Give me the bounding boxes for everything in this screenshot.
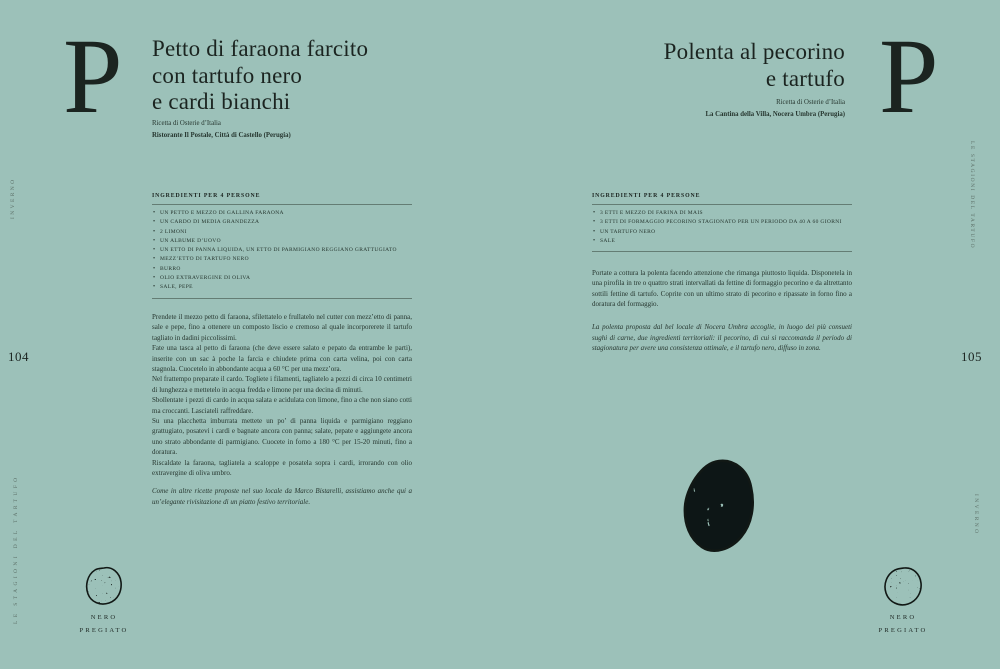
title-line: Petto di faraona farcito: [152, 36, 369, 61]
title-line: con tartufo nero: [152, 62, 303, 88]
credit-source: Ricetta di Osterie d’Italia: [152, 120, 221, 127]
ingredient-item: • UN ETTO DI PANNA LIQUIDA, UN ETTO DI PARMIGIANO REGGIANO GRATTUGIATO: [152, 246, 412, 255]
truffle-badge-right: [843, 566, 963, 637]
ingredients-list: [592, 209, 852, 246]
margin-label-series-right: LE STAGIONI DEL TARTUFO: [969, 141, 975, 250]
title-line: e tartufo: [765, 65, 845, 91]
black-truffle-icon: [84, 566, 124, 606]
method-paragraph: Sbollentate i pezzi di cardo in acqua salata e acidulata con limone, fino a che non siano cotti ma croccanti. Lasciateli raffreddare.: [152, 396, 412, 415]
ingredients-divider-top: [592, 204, 852, 205]
editor-note-left: Come in altre ricette proposte nel suo locale da Marco Bistarelli, assistiamo anche qui a un’elegante rivisitazione di un piatto festivo territoriale.: [152, 487, 412, 506]
drop-cap-left: P: [63, 18, 123, 136]
badge-label-line: PREGIATO: [878, 627, 928, 634]
method-paragraph: Portate a cottura la polenta facendo attenzione che rimanga piuttosto liquida. Disponetela in una pirofila in tre o quattro strati intervallati da fettine di formaggio pecorino e da altrettanto sottili fettine di tartufo. Coprite con un ultimo strato di pecorino e ripassate in forno fino a doratura del formaggio.: [592, 269, 852, 309]
ingredients-header: INGREDIENTI PER 4 PERSONE: [152, 193, 261, 199]
ingredients-list: [152, 209, 412, 293]
recipe-method-left: [152, 312, 412, 479]
ingredients-section-right: [592, 193, 852, 252]
margin-label-season-left: INVERNO: [10, 177, 16, 219]
ingredient-item: • MEZZ’ETTO DI TARTUFO NERO: [152, 255, 412, 264]
margin-label-season-right: INVERNO: [973, 494, 979, 536]
recipe-credit-left: [152, 118, 291, 142]
ingredient-item: • BURRO: [152, 265, 412, 274]
black-truffle-icon: [883, 566, 923, 606]
editor-note-right: La polenta proposta dal bel locale di Nocera Umbra accoglie, in luogo dei più consueti sughi di carne, due ingredienti territoriali: il pecorino, di cui si raccomanda il periodo di stagionatura per avere una consistenza ottimale, e il tartufo nero, diffuso in zona.: [592, 323, 852, 353]
ingredient-item: • OLIO EXTRAVERGINE DI OLIVA: [152, 274, 412, 283]
ingredient-item: • SALE: [592, 237, 852, 246]
recipe-method-right: [592, 268, 852, 310]
title-line: Polenta al pecorino: [663, 39, 845, 64]
black-truffle-marbled-icon: [681, 458, 757, 554]
method-paragraph: Fate una tasca al petto di faraona (che deve essere salato e pepato da entrambe le parti), inserite con un sac à poche la farcia e chiudete prima con carta velina, poi con carta stagnola. Cuocetelo in abbondante acqua a 60 °C per una mezz’ora.: [152, 344, 412, 374]
ingredients-divider-bottom: [152, 298, 412, 299]
recipe-title-right: [664, 39, 845, 92]
ingredients-divider-bottom: [592, 251, 852, 252]
ingredient-item: • UN CARDO DI MEDIA GRANDEZZA: [152, 218, 412, 227]
ingredient-item: • UN TARTUFO NERO: [592, 228, 852, 237]
page-number-left: 104: [8, 349, 29, 364]
ingredient-item: • UN PETTO E MEZZO DI GALLINA FARAONA: [152, 209, 412, 218]
margin-label-series-left: LE STAGIONI DEL TARTUFO: [13, 474, 19, 624]
method-paragraph: Nel frattempo preparate il cardo. Togliete i filamenti, tagliatelo a pezzi di circa 10 centimetri di lunghezza e mettetelo in acqua fredda e limone per una decina di minuti.: [152, 375, 412, 394]
method-paragraph: Riscaldate la faraona, tagliatela a scaloppe e posatela sopra i cardi, irrorando con olio extravergine di oliva umbro.: [152, 458, 412, 478]
recipe-title-left: [152, 36, 368, 116]
truffle-badge-left: [44, 566, 164, 637]
ingredients-header: INGREDIENTI PER 4 PERSONE: [592, 193, 701, 199]
title-line: e cardi bianchi: [152, 89, 291, 114]
recipe-credit-right: [705, 97, 845, 121]
ingredients-section-left: [152, 193, 412, 299]
page-number-right: 105: [961, 349, 982, 364]
truffle-cross-section-illustration: [681, 458, 757, 554]
credit-source: Ricetta di Osterie d’Italia: [776, 99, 845, 106]
ingredient-item: • 3 ETTI E MEZZO DI FARINA DI MAIS: [592, 209, 852, 218]
method-paragraph: Prendete il mezzo petto di faraona, sfilettatelo e frullatelo nel cutter con mezz’etto di panna, sale e pepe, fino a ottenere un composto liscio e cremoso al quale incorporerete il tartufo tagliato in dadini piccolissimi.: [152, 313, 412, 342]
drop-cap-right: P: [879, 18, 939, 136]
credit-venue: La Cantina della Villa, Nocera Umbra (Perugia): [705, 111, 845, 118]
badge-label-line: NERO: [889, 614, 917, 621]
ingredient-item: • UN ALBUME D’UOVO: [152, 237, 412, 246]
ingredient-item: • 3 ETTI DI FORMAGGIO PECORINO STAGIONATO PER UN PERIODO DA 40 A 60 GIORNI: [592, 218, 852, 227]
credit-venue: Ristorante Il Postale, Città di Castello (Perugia): [152, 132, 291, 139]
ingredients-divider-top: [152, 204, 412, 205]
truffle-badge-label: [843, 611, 963, 637]
method-paragraph: Su una placchetta imburrata mettete un po’ di panna liquida e parmigiano reggiano grattugiato, posatevi i cardi e bagnate ancora con panna; salate, pepate e aggiungete ancora uno strato abbondante di parmigiano. Cuocete in forno a 180 °C per 15-20 minuti, fino a doratura.: [152, 417, 412, 457]
ingredient-item: • SALE, PEPE: [152, 283, 412, 292]
badge-label-line: PREGIATO: [79, 627, 129, 634]
ingredient-item: • 2 LIMONI: [152, 228, 412, 237]
truffle-badge-label: [44, 611, 164, 637]
badge-label-line: NERO: [90, 614, 118, 621]
